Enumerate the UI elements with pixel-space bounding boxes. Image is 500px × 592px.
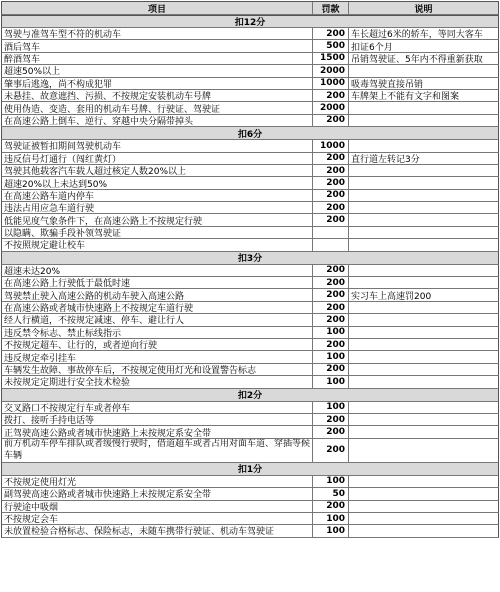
note-cell [349,513,498,524]
fine-cell: 50 [313,488,349,499]
note-cell [349,476,498,487]
note-cell [349,140,498,151]
table-row [1,488,499,500]
table-row [1,40,499,52]
fine-cell: 200 [313,414,349,425]
fine-cell: 200 [313,190,349,201]
note-cell: 吸毒驾驶直接吊销 [351,79,424,89]
section-title: 扣1分 [237,465,263,475]
note-cell: 车牌架上不能有文字和图案 [351,92,460,102]
table-row [1,53,499,65]
fine-cell: 200 [313,165,349,176]
violation-cell: 拨打、接听手持电话等 [2,414,313,425]
table-row [1,314,499,326]
fine-cell: 200 [313,426,349,437]
fine-cell: 1000 [313,78,349,89]
fine-cell: 200 [313,314,349,325]
table-row [1,501,499,513]
note-cell [349,239,498,250]
table-row [1,165,499,177]
table-row [1,78,499,90]
fine-cell: 200 [313,90,349,101]
fine-cell: 200 [313,339,349,350]
table-row [1,239,499,251]
fine-cell: 200 [313,202,349,213]
table-row [1,65,499,77]
note-cell [349,439,498,462]
table-row [1,351,499,363]
note-cell [349,277,498,288]
note-cell [349,202,498,213]
violation-cell: 超速50%以上 [2,65,313,76]
violation-cell: 未按规定定期进行安全技术检验 [2,376,313,387]
table-row [1,190,499,202]
violation-cell: 在高速公路或者城市快速路上不按规定车道行驶 [2,302,313,313]
note-cell [349,115,498,126]
table-row [1,339,499,351]
table-row [1,426,499,438]
note-cell [349,376,498,387]
violation-cell: 低能见度气象条件下，在高速公路上不按规定行驶 [2,214,313,225]
fine-cell: 1500 [313,53,349,64]
violation-cell: 未悬挂、故意遮挡、污损、不按规定安装机动车号牌 [2,90,313,101]
violation-cell: 未放置检验合格标志、保险标志，未随车携带行驶证、机动车驾驶证 [2,525,313,536]
note-cell [349,414,498,425]
note-cell [349,314,498,325]
table-row [1,525,499,537]
violation-cell: 醉酒驾车 [2,53,313,64]
section-header-row [1,127,499,140]
violation-cell: 在高速公路上倒车、逆行、穿越中央分隔带掉头 [2,115,313,126]
violation-cell: 酒后驾车 [2,40,313,51]
table-row [1,402,499,414]
note-cell: 车长超过6米的轿车，等同大客车 [351,30,483,40]
violation-cell: 不按规定会车 [2,513,313,524]
violation-cell: 违反禁令标志、禁止标线指示 [2,327,313,338]
note-cell [349,177,498,188]
violation-cell: 车辆发生故障、事故停车后，不按规定使用灯光和设置警告标志 [2,364,313,375]
section-title: 扣12分 [234,18,266,27]
note-cell [349,327,498,338]
fine-cell: 100 [313,327,349,338]
note-cell [349,501,498,512]
section-header-row [1,389,499,402]
section-title: 扣6分 [237,129,263,140]
fine-cell: 100 [313,513,349,524]
table-row [1,265,499,277]
section-header-row [1,463,499,476]
fine-cell [313,227,349,238]
violation-cell: 驾驶与准驾车型不符的机动车 [2,28,313,39]
violation-cell: 使用伪造、变造、套用的机动车号牌、行驶证、驾驶证 [2,102,313,113]
table-body [1,15,499,538]
note-cell [349,426,498,437]
note-cell [349,339,498,350]
violation-cell: 不按照规定避让校车 [2,239,313,250]
violation-cell: 违反信号灯通行（闯红黄灯） [2,153,313,164]
section-title: 扣2分 [237,391,263,401]
fine-cell: 200 [313,214,349,225]
violation-cell: 交叉路口不按规定行车或者停车 [2,402,313,413]
table-row [1,214,499,226]
note-cell [349,165,498,176]
note-cell [349,190,498,201]
section-header-row [1,15,499,28]
table-row [1,277,499,289]
violation-cell: 不按规定使用灯光 [2,476,313,487]
note-cell [349,488,498,499]
note-cell [349,265,498,276]
table-header-row [1,1,499,15]
fine-cell: 2000 [313,65,349,76]
fine-cell: 100 [313,525,349,536]
violation-cell: 驾驶其他载客汽车载人超过核定人数20%以上 [2,165,313,176]
table-row [1,202,499,214]
violation-cell: 行驶途中吸烟 [2,501,313,512]
table-row [1,513,499,525]
fine-cell: 100 [313,476,349,487]
violation-cell: 正驾驶高速公路或者城市快速路上未按规定系安全带 [2,426,313,437]
fine-cell: 200 [313,277,349,288]
header-penalty: 罚款 [313,2,349,14]
table-row [1,153,499,165]
fine-cell: 200 [313,302,349,313]
violation-cell: 在高速公路车道内停车 [2,190,313,201]
note-cell [349,525,498,536]
table-row [1,227,499,239]
fine-cell: 100 [313,402,349,413]
violation-cell: 副驾驶高速公路或者城市快速路上未按规定系安全带 [2,488,313,499]
note-cell [349,302,498,313]
violation-cell: 驾驶证被暂扣期间驾驶机动车 [2,140,313,151]
note-cell [349,402,498,413]
violation-cell: 不按规定超车、让行的，或者逆向行驶 [2,339,313,350]
fine-cell: 2000 [313,102,349,113]
note-cell [349,214,498,225]
fine-cell: 100 [313,376,349,387]
violation-cell: 前方机动车停车排队或者缓慢行驶时，借道超车或者占用对面车道、穿插等候车辆 [2,439,313,462]
table-row [1,376,499,388]
violation-cell: 以隐瞒、欺骗手段补领驾驶证 [2,227,313,238]
violation-cell: 超速20%以上未达到50% [2,177,313,188]
table-row [1,302,499,314]
fine-cell: 200 [313,265,349,276]
violation-cell: 违反规定牵引挂车 [2,351,313,362]
table-row [1,140,499,152]
fine-cell: 500 [313,40,349,51]
header-note: 说明 [414,4,433,14]
note-cell [349,364,498,375]
table-row [1,289,499,301]
table-row [1,90,499,102]
table-row [1,364,499,376]
table-row [1,476,499,488]
header-item: 项目 [2,2,313,14]
table-row [1,177,499,189]
note-cell [349,65,498,76]
table-row [1,102,499,114]
fine-cell: 200 [313,364,349,375]
note-cell: 实习车上高速罚200 [351,291,432,301]
note-cell: 吊销驾驶证、5年内不得重新获取 [351,54,483,65]
section-header-row [1,252,499,265]
fine-cell: 200 [313,177,349,188]
fine-cell: 200 [313,501,349,512]
table-row [1,28,499,40]
fine-cell: 200 [313,115,349,126]
violation-cell: 驾驶禁止驶入高速公路的机动车驶入高速公路 [2,289,313,300]
table-row [1,439,499,463]
note-cell [349,351,498,362]
fine-cell: 100 [313,351,349,362]
note-cell: 直行道左转记3分 [351,154,420,164]
table-row [1,414,499,426]
violation-cell: 在高速公路上行驶低于最低时速 [2,277,313,288]
fine-cell [313,239,349,250]
violation-cell: 经人行横道，不按规定减速、停车、避让行人 [2,314,313,325]
table-row [1,327,499,339]
fine-cell: 200 [313,439,349,462]
fine-cell: 200 [313,153,349,164]
note-cell: 扣证6个月 [351,42,393,52]
fine-cell: 1000 [313,140,349,151]
violation-cell: 超速未达20% [2,265,313,276]
violation-cell: 肇事后逃逸，尚不构成犯罪 [2,78,313,89]
fine-cell: 200 [313,289,349,300]
fine-cell: 200 [313,28,349,39]
table-row [1,115,499,127]
violation-cell: 违法占用应急车道行驶 [2,202,313,213]
penalty-table [1,1,499,538]
note-cell [349,227,498,238]
note-cell [349,102,498,113]
section-title: 扣3分 [237,254,263,264]
